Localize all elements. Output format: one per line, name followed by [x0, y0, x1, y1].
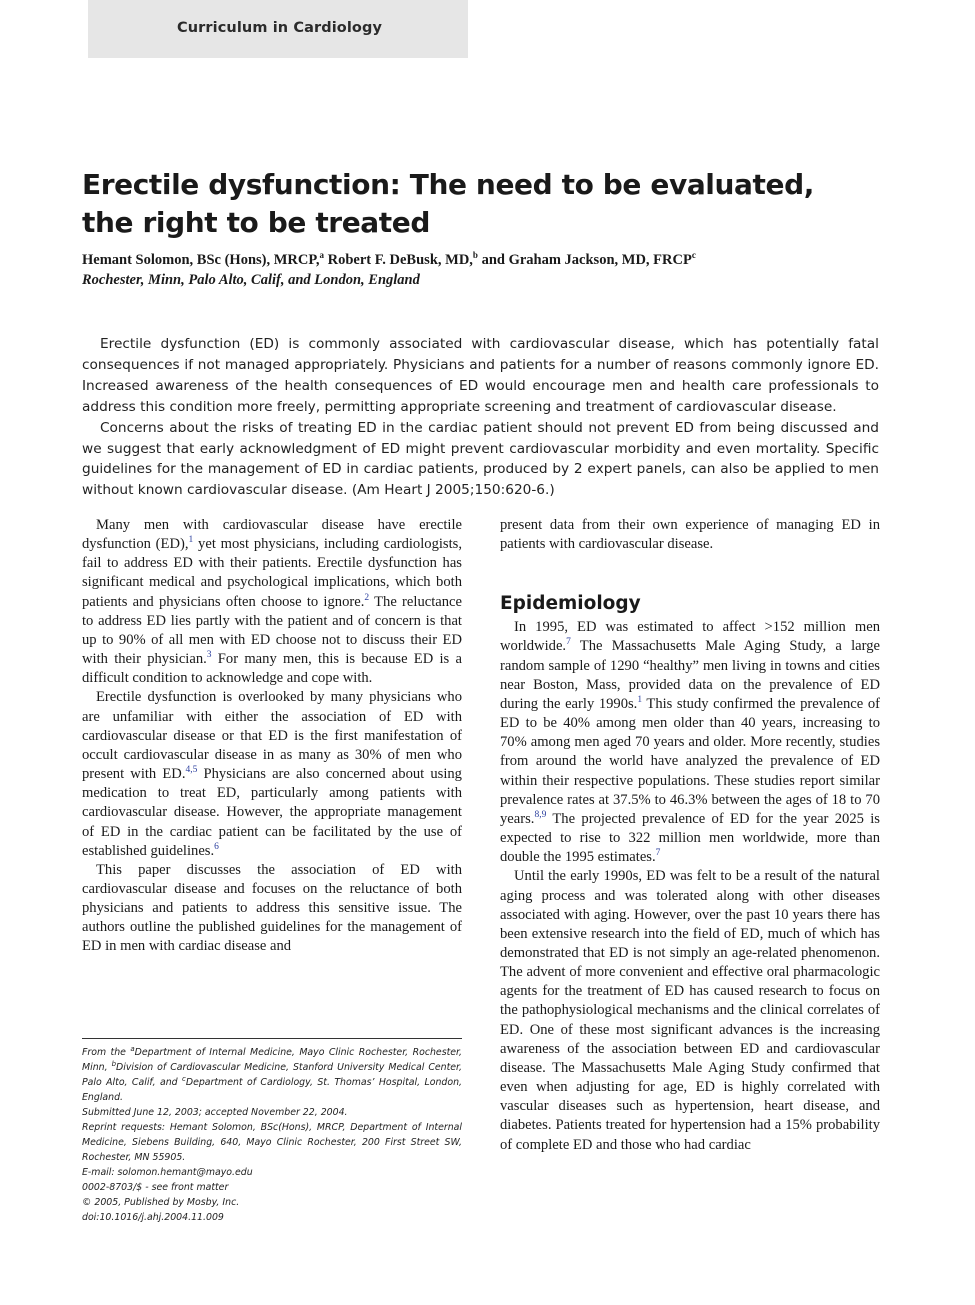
email-note[interactable]: E-mail: solomon.hemant@mayo.edu	[82, 1167, 253, 1178]
body-paragraph	[82, 516, 462, 688]
abstract-paragraph: Concerns about the risks of treating ED in the cardiac patient should not prevent ED from being discussed and we suggest that early acknowledgment of ED might prevent cardiovascular morbidity and even mortality. Specific guidelines for the management of ED in cardiac patients, produced by 2 expert panels, can also be applied to men without known cardiovascular disease. (Am Heart J 2005;150:620-6.)	[82, 419, 879, 499]
body-text: In 1995, ED was estimated to affect >152 million men worldwide.	[500, 619, 880, 655]
author-name: Robert F. DeBusk, MD,	[324, 252, 473, 268]
reprint-note: Reprint requests: Hemant Solomon, BSc(Hons), MRCP, Department of Internal Medicine, Siebens Building, 640, Mayo Clinic Rochester, 200 First Street SW, Rochester, MN 55905.	[82, 1122, 462, 1163]
section-header-tab	[88, 0, 468, 58]
footnote-text: Department of Cardiology, St. Thomas’ Hospital, London, England.	[82, 1077, 462, 1103]
reference-link[interactable]: 3	[206, 650, 212, 661]
body-paragraph-continuation: present data from their own experience of managing ED in patients with cardiovascular disease.	[500, 517, 880, 553]
affiliation-marker: a	[130, 1045, 135, 1053]
abstract-paragraph: Erectile dysfunction (ED) is commonly associated with cardiovascular disease, which has potentially fatal consequences if not managed appropriately. Physicians and patients for a number of reasons commonly ignore ED. Increased awareness of the health consequences of ED would encourage men and health care professionals to address this condition more freely, permitting appropriate screening and treatment of cardiovascular disease.	[82, 336, 879, 415]
author-name: Hemant Solomon, BSc (Hons), MRCP,	[82, 252, 320, 268]
author-list	[82, 251, 902, 269]
section-label: Curriculum in Cardiology	[177, 20, 382, 36]
issn-note: 0002-8703/$ - see front matter	[82, 1182, 229, 1193]
body-column-right	[500, 516, 880, 1155]
footnote-divider	[82, 1038, 462, 1039]
doi-note[interactable]: doi:10.1016/j.ahj.2004.11.009	[82, 1212, 224, 1223]
reference-link[interactable]: 1	[188, 535, 194, 546]
body-text: yet most physicians, including cardiologists, fail to address ED with their patients. Erectile dysfunction has significant medical and psychological implications, which both patients and physicians often choose to ignore.	[82, 536, 462, 610]
reference-link[interactable]: 2	[364, 592, 370, 603]
affiliation-marker: a	[319, 250, 325, 260]
body-text: Erectile dysfunction is overlooked by many physicians who are unfamiliar with either the association of ED with cardiovascular disease or that ED is the first manifestation of occult cardiovascular disease in as many as 30% of men who present with ED.	[82, 689, 462, 783]
reference-link[interactable]: 8,9	[534, 809, 547, 820]
body-text: The reluctance to address ED lies partly with the patient and of concern is that up to 90% of all men with ED choose not to discuss their ED with their physician.	[82, 593, 462, 668]
body-text: For many men, this is because ED is a difficult condition to acknowledge and cope with.	[82, 651, 462, 687]
abstract	[82, 334, 879, 501]
affiliation-marker: b	[111, 1060, 117, 1068]
body-paragraph	[500, 618, 880, 867]
reference-link[interactable]: 1	[637, 694, 643, 705]
affiliation-marker: b	[472, 250, 478, 260]
body-paragraph	[82, 688, 462, 860]
footnote-text: From the	[82, 1047, 131, 1058]
footnotes	[82, 1045, 462, 1225]
submission-note: Submitted June 12, 2003; accepted November 22, 2004.	[82, 1107, 348, 1118]
body-column-left	[82, 516, 462, 957]
section-heading-epidemiology: Epidemiology	[500, 593, 641, 615]
body-text: This study confirmed the prevalence of ED to be 40% among men older than 40 years, increasing to 70% among men aged 70 years and older. More recently, studies from around the world have analyzed the prevalence of ED within their respective populations. These studies report similar prevalence rates at 37.5% to 46.3% between the ages of 18 to 70 years.	[500, 695, 880, 827]
author-name: and Graham Jackson, MD, FRCP	[477, 252, 692, 268]
footnote-text: Department of Internal Medicine, Mayo Clinic Rochester, Rochester, Minn,	[82, 1047, 463, 1073]
body-text: The Massachusetts Male Aging Study, a large random sample of 1290 “healthy” men living in towns and cities near Boston, Mass, provided data on the prevalence of ED during the early 1990s.	[500, 638, 880, 712]
reference-link[interactable]: 6	[214, 841, 219, 852]
affiliation-marker: c	[691, 250, 696, 260]
body-paragraph: This paper discusses the association of ED with cardiovascular disease and focuses on the reluctance of both physicians and patients to address this sensitive issue. The authors outline the published guidelines for the management of ED in men with cardiac disease and	[82, 861, 462, 955]
body-text: Many men with cardiovascular disease have erectile dysfunction (ED),	[82, 517, 462, 553]
article-title: Erectile dysfunction: The need to be evaluated, the right to be treated	[82, 168, 814, 239]
reference-link[interactable]: 4,5	[185, 765, 198, 776]
body-text: Physicians are also concerned about using medication to treat ED, particularly among patients with cardiovascular disease. However, the appropriate management of ED in the cardiac patient can be facilitated by the use of established guidelines.	[82, 766, 462, 859]
author-location: Rochester, Minn, Palo Alto, Calif, and London, England	[82, 272, 420, 288]
reference-link[interactable]: 7	[655, 848, 661, 859]
affiliation-marker: c	[181, 1075, 186, 1083]
body-paragraph: Until the early 1990s, ED was felt to be a result of the natural aging process and was tolerated along with other diseases associated with aging. However, over the past 10 years there has been extensive research into the field of ED, much of which has demonstrated that ED is not simply an age-related phenomenon. The advent of more convenient and effective oral pharmacologic agents for the treatment of ED has caused research to focus on the pathophysiological mechanisms and the clinical correlates of ED. One of these most significant advances is the increasing awareness of the association between ED and cardiovascular disease. The Massachusetts Male Aging Study confirmed that even when adjusting for age, ED is highly correlated with vascular diseases such as hypertension, heart disease, and diabetes. Patients treated for hypertension had a 15% probability of complete ED and those who had cardiac	[500, 868, 880, 1153]
body-text: The projected prevalence of ED for the year 2025 is expected to rise to 322 million men worldwide, more than double the 1995 estimates.	[500, 810, 880, 866]
affiliations-note	[82, 1045, 462, 1105]
copyright-note: © 2005, Published by Mosby, Inc.	[82, 1197, 240, 1208]
footnote-text: Division of Cardiovascular Medicine, Stanford University Medical Center, Palo Alto, Calif, and	[82, 1062, 462, 1088]
reference-link[interactable]: 7	[566, 637, 571, 648]
